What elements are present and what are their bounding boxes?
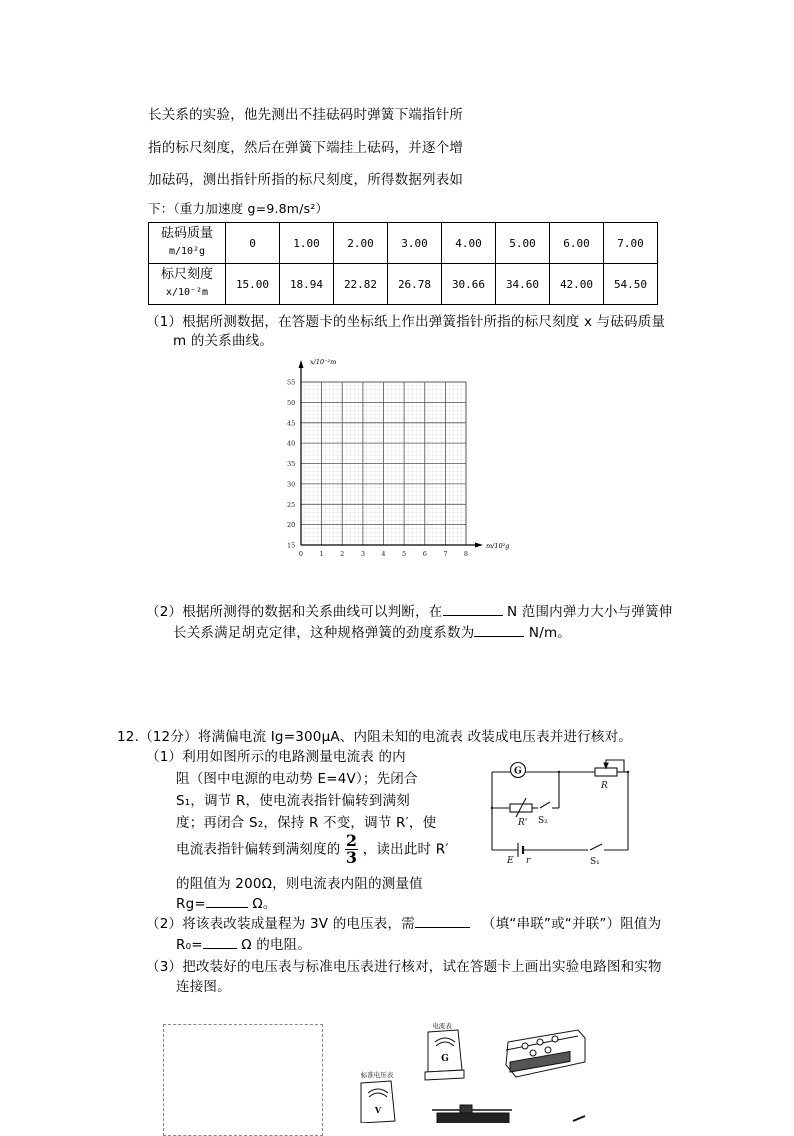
q12-p3-line1: （3）把改装好的电压表与标准电压表进行核对，试在答题卡上画出实验电路图和实物 — [146, 959, 662, 975]
table-header-scale — [149, 264, 226, 305]
q11-part2-text-d: N/m。 — [524, 625, 571, 641]
svg-text:5: 5 — [402, 550, 407, 558]
svg-text:35: 35 — [287, 460, 296, 468]
apparatus-illustration — [340, 1020, 600, 1123]
voltmeter-label: 标准电压表 — [360, 1071, 394, 1079]
q12-p2-line2 — [176, 933, 311, 953]
answer-blank-connection[interactable] — [415, 915, 470, 928]
svg-text:20: 20 — [287, 521, 296, 530]
x-axis-arrow-icon — [475, 543, 483, 548]
table-cell: 22.82 — [334, 264, 388, 305]
svg-text:25: 25 — [287, 500, 296, 509]
q12-p2-line1 — [146, 912, 661, 932]
q12-frac-suffix: ，读出此时 R′ — [362, 841, 449, 858]
q12-p3-line2: 连接图。 — [176, 979, 231, 995]
scale-label: 标尺刻度 — [160, 267, 213, 282]
svg-text:45: 45 — [287, 419, 296, 428]
svg-text:8: 8 — [463, 550, 469, 558]
q12-p1-line7 — [176, 892, 277, 912]
q11-part2-line1 — [146, 600, 672, 620]
svg-text:50: 50 — [287, 398, 296, 407]
mass-unit: m/10²g — [168, 246, 206, 257]
q12-p1-line3: S₁，调节 R，使电流表指针偏转到满刻 — [176, 793, 410, 809]
q12-title: 12.（12分）将满偏电流 Ig=300μA、内阻未知的电流表 改装成电压表并进行核对。 — [117, 729, 632, 745]
intro-line-2: 指的标尺刻度，然后在弹簧下端挂上砝码，并逐个增 — [148, 140, 464, 156]
table-cell: 42.00 — [550, 264, 604, 305]
frac-den: 3 — [345, 848, 358, 867]
table-cell: 5.00 — [496, 223, 550, 264]
table-row-scale — [149, 264, 658, 305]
answer-blank-r0[interactable] — [203, 936, 237, 949]
circuit-label-r: R — [601, 781, 608, 791]
y-axis-label: x/10⁻²m — [310, 358, 337, 366]
table-cell: 15.00 — [226, 264, 280, 305]
r0-label: R₀= — [176, 937, 203, 953]
ammeter-label: 电流表 — [432, 1022, 452, 1030]
q11-part1-line2: m 的关系曲线。 — [173, 333, 274, 349]
table-header-mass — [149, 223, 226, 264]
table-cell: 30.66 — [442, 264, 496, 305]
svg-text:40: 40 — [287, 439, 296, 448]
x-tick-labels — [299, 550, 468, 558]
answer-blank-rg[interactable] — [206, 895, 248, 908]
circuit-label-s1: S₁ — [590, 857, 600, 867]
mass-label: 砝码质量 — [160, 226, 213, 241]
circuit-label-rprime: R' — [518, 818, 528, 828]
answer-blank-stiffness[interactable] — [474, 624, 524, 637]
r0-unit: Ω 的电阻。 — [236, 937, 312, 953]
circuit-diagram — [480, 755, 635, 870]
table-cell: 3.00 — [388, 223, 442, 264]
table-cell: 18.94 — [280, 264, 334, 305]
q11-part1-line1: （1）根据所测数据，在答题卡的坐标纸上作出弹簧指针所指的标尺刻度 x 与砝码质量 — [146, 314, 666, 330]
q12-p1-line6: 的阻值为 200Ω，则电流表内阻的测量值 — [176, 876, 423, 892]
table-cell: 6.00 — [550, 223, 604, 264]
svg-text:6: 6 — [422, 550, 427, 558]
svg-text:4: 4 — [381, 550, 386, 558]
intro-line-4: 下：（重力加速度 g=9.8m/s²） — [148, 201, 329, 216]
svg-text:30: 30 — [287, 480, 296, 489]
intro-line-1: 长关系的实验，他先测出不挂砝码时弹簧下端指针所 — [148, 107, 464, 123]
q11-part2-text-a: （2）根据所测得的数据和关系曲线可以判断，在 — [146, 604, 443, 620]
svg-text:1: 1 — [319, 550, 324, 558]
intro-line-3: 加砝码，测出指针所指的标尺刻度，所得数据列表如 — [148, 172, 464, 188]
voltmeter-body — [361, 1081, 395, 1123]
table-cell: 4.00 — [442, 223, 496, 264]
data-table — [148, 222, 658, 305]
ammeter-symbol: G — [441, 1054, 449, 1064]
scale-unit: x/10⁻²m — [165, 287, 209, 298]
circuit-label-g: G — [514, 766, 522, 777]
table-row-mass — [149, 223, 658, 264]
q12-p1-line4: 度；再闭合 S₂，保持 R 不变，调节 R′，使 — [176, 815, 437, 831]
rg-label: Rg= — [176, 896, 206, 912]
table-cell: 7.00 — [604, 223, 658, 264]
svg-text:55: 55 — [287, 378, 296, 387]
circuit-label-r-internal: r — [526, 856, 531, 866]
q12-p2-text-a: （2）将该表改装成量程为 3V 的电压表，需 — [146, 916, 415, 932]
q12-p1-line1: （1）利用如图所示的电路测量电流表 的内 — [146, 749, 406, 765]
q12-p2-text-b: （填“串联”或“并联”）阻值为 — [481, 916, 662, 932]
q12-p1-line2: 阻（图中电源的电动势 E=4V）；先闭合 — [176, 771, 418, 787]
svg-text:2: 2 — [340, 550, 345, 558]
svg-text:3: 3 — [360, 550, 365, 558]
table-cell: 26.78 — [388, 264, 442, 305]
q12-frac-prefix: 电流表指针偏转到满刻度的 — [176, 841, 341, 858]
circuit-label-e: E — [507, 856, 514, 866]
drawing-answer-box[interactable] — [163, 1024, 323, 1136]
svg-text:7: 7 — [443, 550, 448, 558]
q11-part2-line2 — [173, 621, 571, 641]
grid-chart[interactable] — [270, 350, 520, 565]
table-cell: 0 — [226, 223, 280, 264]
y-tick-labels — [287, 379, 295, 550]
q11-part2-text-c: 长关系满足胡克定律，这种规格弹簧的劲度系数为 — [173, 625, 475, 641]
q11-part2-text-b: N 范围内弹力大小与弹簧伸 — [502, 604, 673, 620]
q12-p1-line5 — [176, 833, 449, 866]
table-cell: 2.00 — [334, 223, 388, 264]
voltmeter-symbol: V — [374, 1105, 382, 1115]
x-axis-label: m/10²g — [486, 542, 510, 550]
y-axis-arrow-icon — [299, 360, 304, 368]
rheostat-coil — [437, 1113, 509, 1123]
svg-text:0: 0 — [298, 550, 304, 558]
circuit-label-s2: S₂ — [538, 816, 548, 826]
fraction-two-thirds — [345, 833, 358, 866]
svg-text:15: 15 — [287, 541, 296, 550]
table-cell: 1.00 — [280, 223, 334, 264]
table-cell: 54.50 — [604, 264, 658, 305]
table-cell: 34.60 — [496, 264, 550, 305]
answer-blank-range[interactable] — [443, 603, 503, 616]
frac-num: 2 — [345, 831, 358, 850]
rg-unit: Ω。 — [247, 896, 277, 912]
ammeter-body — [428, 1030, 462, 1072]
